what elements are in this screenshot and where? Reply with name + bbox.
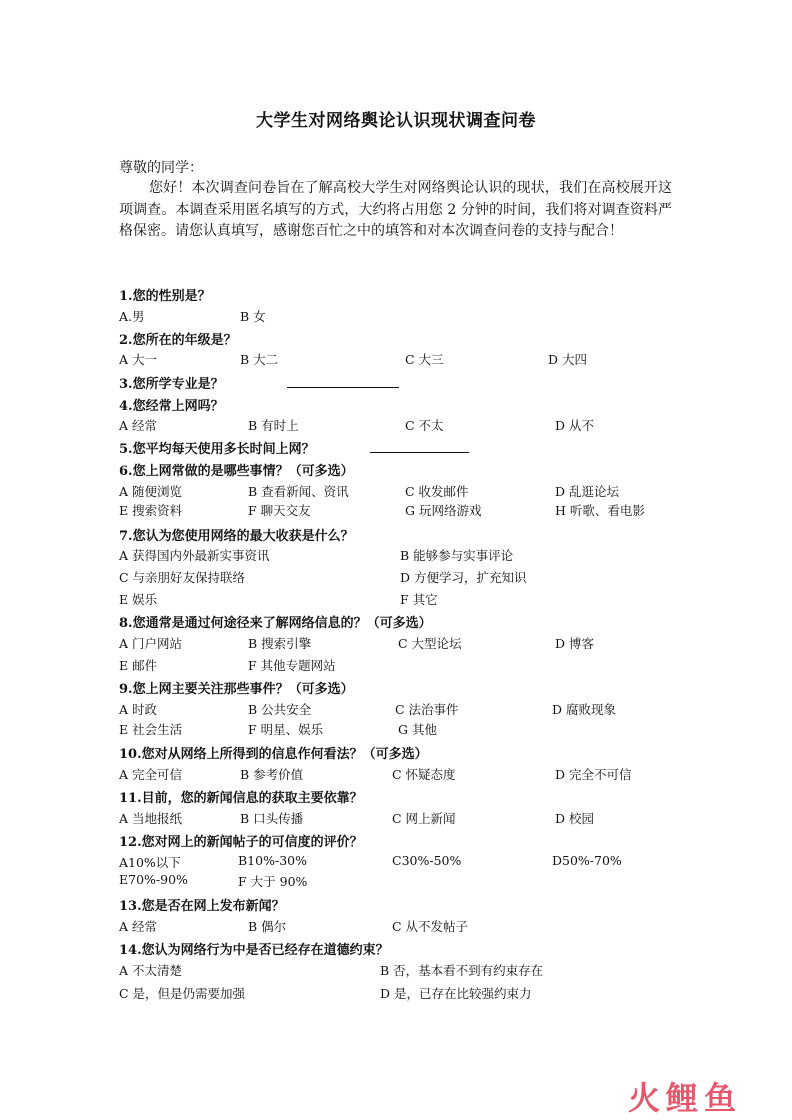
q6-option-f[interactable]: F 聊天交友 <box>248 503 311 518</box>
q11-option-b[interactable]: B 口头传播 <box>240 811 304 826</box>
q2-option-b[interactable]: B 大二 <box>240 352 279 367</box>
q11-option-c[interactable]: C 网上新闻 <box>392 811 456 826</box>
q3-answer-blank[interactable] <box>287 387 399 388</box>
question-9: 9.您上网主要关注那些事件？（可多选） <box>119 682 354 697</box>
q12-option-f[interactable]: F 大于 90% <box>238 874 308 889</box>
q2-option-d[interactable]: D 大四 <box>548 352 587 367</box>
q9-option-c[interactable]: C 法治事件 <box>395 702 459 717</box>
q6-option-a[interactable]: A 随便浏览 <box>119 484 183 499</box>
watermark-logo <box>628 1076 778 1116</box>
question-8: 8.您通常是通过何途径来了解网络信息的？（可多选） <box>119 616 432 631</box>
q8-option-c[interactable]: C 大型论坛 <box>398 636 462 651</box>
watermark-text: 火鲤鱼 <box>628 1079 743 1116</box>
q8-option-d[interactable]: D 博客 <box>555 636 594 651</box>
q9-option-a[interactable]: A 时政 <box>119 702 158 717</box>
q6-option-d[interactable]: D 乱逛论坛 <box>555 484 619 499</box>
question-7: 7.您认为您使用网络的最大收获是什么？ <box>119 529 354 544</box>
q7-option-a[interactable]: A 获得国内外最新实事资讯 <box>119 548 270 563</box>
q10-option-a[interactable]: A 完全可信 <box>119 767 183 782</box>
q14-option-d[interactable]: D 是，已存在比较强约束力 <box>380 986 532 1001</box>
q6-option-b[interactable]: B 查看新闻、资讯 <box>248 484 349 499</box>
q8-option-a[interactable]: A 门户网站 <box>119 636 183 651</box>
q8-option-b[interactable]: B 搜索引擎 <box>248 636 312 651</box>
q6-option-e[interactable]: E 搜索资料 <box>119 503 183 518</box>
q2-option-c[interactable]: C 大三 <box>405 352 444 367</box>
q13-option-b[interactable]: B 偶尔 <box>248 919 287 934</box>
q9-option-b[interactable]: B 公共安全 <box>248 702 312 717</box>
q12-option-e[interactable]: E70%-90% <box>119 872 188 887</box>
q12-option-c[interactable]: C30%-50% <box>392 853 462 868</box>
q4-option-d[interactable]: D 从不 <box>555 418 594 433</box>
q10-option-b[interactable]: B 参考价值 <box>240 767 304 782</box>
q10-option-d[interactable]: D 完全不可信 <box>555 767 632 782</box>
question-10: 10.您对从网络上所得到的信息作何看法？（可多选） <box>119 747 428 762</box>
question-1: 1.您的性别是？ <box>119 289 211 304</box>
question-6: 6.您上网常做的是哪些事情？（可多选） <box>119 464 354 479</box>
q1-option-a[interactable]: A.男 <box>119 309 145 324</box>
q9-option-g[interactable]: G 其他 <box>398 722 437 737</box>
question-5: 5.您平均每天使用多长时间上网？ <box>119 442 315 457</box>
q13-option-c[interactable]: C 从不发帖子 <box>392 919 469 934</box>
intro-paragraph: 您好！本次调查问卷旨在了解高校大学生对网络舆论认识的现状，我们在高校展开这项调查。本调查采用匿名填写的方式，大约将占用您 2 分钟的时间，我们将对调查资料严格保密。请您认真填写，感谢您百忙之中的填答和对本次调查问卷的支持与配合！ <box>119 180 672 239</box>
q14-option-a[interactable]: A 不太清楚 <box>119 963 183 978</box>
q4-option-a[interactable]: A 经常 <box>119 418 158 433</box>
question-14: 14.您认为网络行为中是否已经存在道德约束？ <box>119 943 389 958</box>
q11-option-a[interactable]: A 当地报纸 <box>119 811 183 826</box>
q6-option-h[interactable]: H 听歌、看电影 <box>555 503 645 518</box>
q12-option-b[interactable]: B10%-30% <box>238 853 307 868</box>
q6-option-g[interactable]: G 玩网络游戏 <box>405 503 482 518</box>
question-3: 3.您所学专业是？ <box>119 377 224 392</box>
q8-option-f[interactable]: F 其他专题网站 <box>248 658 336 673</box>
question-2: 2.您所在的年级是？ <box>119 333 237 348</box>
q14-option-c[interactable]: C 是，但是仍需要加强 <box>119 986 246 1001</box>
q1-option-b[interactable]: B 女 <box>240 309 266 324</box>
q6-option-c[interactable]: C 收发邮件 <box>405 484 469 499</box>
question-11: 11.目前，您的新闻信息的获取主要依靠？ <box>119 791 363 806</box>
q7-option-f[interactable]: F 其它 <box>400 592 438 607</box>
q2-option-a[interactable]: A 大一 <box>119 352 158 367</box>
q8-option-e[interactable]: E 邮件 <box>119 658 158 673</box>
q4-option-c[interactable]: C 不太 <box>405 418 444 433</box>
q11-option-d[interactable]: D 校园 <box>555 811 594 826</box>
q7-option-e[interactable]: E 娱乐 <box>119 592 158 607</box>
page-title: 大学生对网络舆论认识现状调查问卷 <box>256 111 536 131</box>
q13-option-a[interactable]: A 经常 <box>119 919 158 934</box>
q7-option-b[interactable]: B 能够参与实事评论 <box>400 548 514 563</box>
q4-option-b[interactable]: B 有时上 <box>248 418 299 433</box>
question-12: 12.您对网上的新闻帖子的可信度的评价？ <box>119 835 363 850</box>
q7-option-c[interactable]: C 与亲朋好友保持联络 <box>119 570 246 585</box>
q5-answer-blank[interactable] <box>370 452 469 453</box>
question-13: 13.您是否在网上发布新闻？ <box>119 899 285 914</box>
q14-option-b[interactable]: B 否，基本看不到有约束存在 <box>380 963 544 978</box>
q12-option-d[interactable]: D50%-70% <box>552 853 622 868</box>
q9-option-e[interactable]: E 社会生活 <box>119 722 183 737</box>
q9-option-d[interactable]: D 腐败现象 <box>552 702 616 717</box>
greeting: 尊敬的同学： <box>119 160 203 176</box>
q10-option-c[interactable]: C 怀疑态度 <box>392 767 456 782</box>
q12-option-a[interactable]: A10%以下 <box>119 855 181 870</box>
question-4: 4.您经常上网吗？ <box>119 399 224 414</box>
q9-option-f[interactable]: F 明星、娱乐 <box>248 722 324 737</box>
q7-option-d[interactable]: D 方便学习，扩充知识 <box>400 570 527 585</box>
